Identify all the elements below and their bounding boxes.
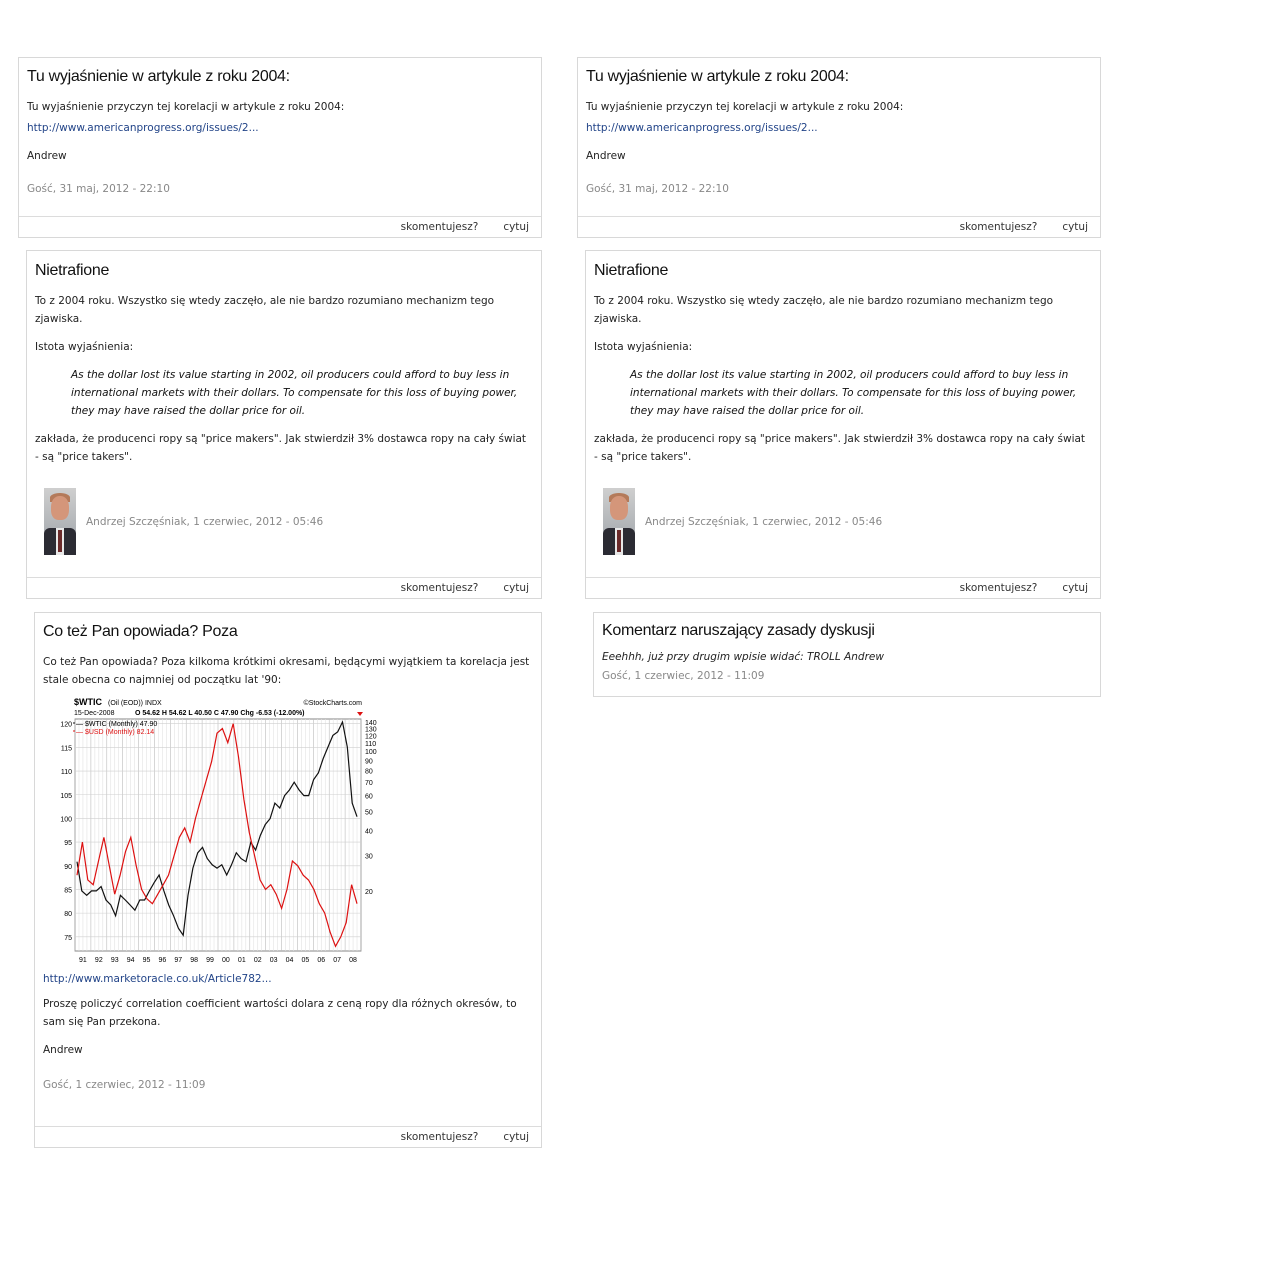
comment-signature: Andrew <box>586 150 626 162</box>
y-tick-label-left: 100 <box>60 816 72 824</box>
quote-link[interactable]: cytuj <box>1062 221 1088 233</box>
quote-link[interactable]: cytuj <box>1062 582 1088 594</box>
y-tick-label-right: 140 <box>365 720 377 728</box>
comment-meta: Andrzej Szczęśniak, 1 czerwiec, 2012 - 05:46 <box>645 515 883 528</box>
comment-paragraph: Istota wyjaśnienia: <box>594 341 693 353</box>
chart-down-marker <box>357 712 363 716</box>
y-tick-label-right: 40 <box>365 828 373 836</box>
comment-card <box>585 250 1101 599</box>
chart-legend-wtic: — $WTIC (Monthly) 47.90 <box>76 721 158 728</box>
reply-link[interactable]: skomentujesz? <box>400 221 479 233</box>
comment-card <box>18 57 542 238</box>
comment-paragraph: zakłada, że producenci ropy są "price makers". Jak stwierdził 3% dostawca ropy na cały świat - są "price takers". <box>35 433 527 463</box>
comment-title: Tu wyjaśnienie w artykule z roku 2004: <box>27 68 290 85</box>
y-tick-label-right: 20 <box>365 888 373 896</box>
y-tick-label-right: 110 <box>365 740 377 748</box>
comment-meta: Andrzej Szczęśniak, 1 czerwiec, 2012 - 05:46 <box>86 515 324 528</box>
chart-grid <box>75 719 361 951</box>
x-tick-label: 07 <box>333 957 342 964</box>
comment-text: Tu wyjaśnienie przyczyn tej korelacji w artykule z roku 2004: <box>586 101 904 113</box>
comment-card <box>34 612 542 1148</box>
y-tick-label-left: 90 <box>64 863 72 871</box>
chart-date: 15-Dec-2008 <box>74 710 115 717</box>
x-tick-label: 91 <box>79 957 87 964</box>
y-tick-label-left: 85 <box>64 887 72 895</box>
quote-link[interactable]: cytuj <box>503 582 529 594</box>
y-tick-label-right: 80 <box>365 768 373 776</box>
x-tick-label: 00 <box>222 957 230 964</box>
quote-link[interactable]: cytuj <box>503 221 529 233</box>
blockquote: As the dollar lost its value starting in 2002, oil producers could afford to buy less in international markets with their dollars. To compensate for this loss of buying power, they may have raised the dollar price for oil. <box>71 369 518 417</box>
chart-legend-usd: — $USD (Monthly) 82.14 <box>76 729 155 736</box>
comment-meta: Gość, 1 czerwiec, 2012 - 11:09 <box>43 1079 206 1091</box>
reply-link[interactable]: skomentujesz? <box>959 582 1038 594</box>
comment-text: Eeehhh, już przy drugim wpisie widać: TROLL Andrew <box>602 651 884 663</box>
x-tick-label: 05 <box>301 957 310 964</box>
x-tick-label: 06 <box>317 957 326 964</box>
author-row <box>35 488 533 555</box>
y-tick-label-left: 105 <box>60 792 72 800</box>
x-tick-label: 92 <box>94 957 103 964</box>
comment-card <box>26 250 542 599</box>
comment-text: Tu wyjaśnienie przyczyn tej korelacji w artykule z roku 2004: <box>27 101 345 113</box>
blockquote: As the dollar lost its value starting in 2002, oil producers could afford to buy less in international markets with their dollars. To compensate for this loss of buying power, they may have raised the dollar price for oil. <box>630 369 1077 417</box>
comment-link[interactable]: http://www.americanprogress.org/issues/2... <box>27 122 259 134</box>
y-tick-label-right: 130 <box>365 726 377 734</box>
y-tick-label-left: 75 <box>64 934 72 942</box>
comment-card <box>593 612 1101 697</box>
oil-vs-usd-chart <box>45 695 375 967</box>
x-tick-label: 01 <box>237 957 246 964</box>
x-tick-label: 97 <box>174 957 183 964</box>
y-tick-label-left: 95 <box>64 840 72 848</box>
chart-source: ©StockCharts.com <box>303 700 362 707</box>
comment-paragraph: zakłada, że producenci ropy są "price makers". Jak stwierdził 3% dostawca ropy na cały świat - są "price takers". <box>594 433 1086 463</box>
chart-title: $WTIC <box>74 697 102 707</box>
comment-title: Nietrafione <box>35 262 110 279</box>
comment-actions <box>27 577 541 598</box>
avatar <box>603 488 635 555</box>
y-tick-label-right: 70 <box>365 780 373 788</box>
y-tick-label-right: 60 <box>365 793 373 801</box>
reply-link[interactable]: skomentujesz? <box>959 221 1038 233</box>
x-tick-label: 04 <box>285 957 294 964</box>
y-tick-label-right: 50 <box>365 809 373 817</box>
comment-link[interactable]: http://www.americanprogress.org/issues/2... <box>586 122 818 134</box>
y-tick-label-right: 30 <box>365 853 373 861</box>
comment-paragraph: Istota wyjaśnienia: <box>35 341 134 353</box>
comment-paragraph: To z 2004 roku. Wszystko się wtedy zaczęło, ale nie bardzo rozumiano mechanizm tego zjawiska. <box>35 295 495 325</box>
quote-link[interactable]: cytuj <box>503 1131 529 1143</box>
x-tick-label: 02 <box>253 957 262 964</box>
chart-title-suffix: (Oil (EOD)) INDX <box>108 700 162 707</box>
comment-actions <box>19 216 541 237</box>
x-tick-label: 93 <box>110 957 119 964</box>
chart <box>43 695 533 967</box>
x-tick-label: 96 <box>158 957 167 964</box>
comment-title: Co też Pan opowiada? Poza <box>43 623 238 640</box>
y-tick-label-right: 100 <box>365 749 377 757</box>
comment-paragraph: Co też Pan opowiada? Poza kilkoma krótkimi okresami, będącymi wyjątkiem ta korelacja jest stale obecna co najmniej od początku lat '90: <box>43 656 530 686</box>
x-tick-label: 95 <box>142 957 151 964</box>
x-tick-label: 99 <box>206 957 214 964</box>
y-tick-label-left: 120 <box>60 721 72 729</box>
comment-card <box>577 57 1101 238</box>
x-tick-label: 94 <box>126 957 135 964</box>
comment-meta: Gość, 31 maj, 2012 - 22:10 <box>27 183 170 195</box>
comment-actions <box>586 577 1100 598</box>
comment-signature: Andrew <box>43 1044 83 1056</box>
y-tick-label-right: 120 <box>365 733 377 741</box>
comment-title: Tu wyjaśnienie w artykule z roku 2004: <box>586 68 849 85</box>
comment-link[interactable]: http://www.marketoracle.co.uk/Article782... <box>43 973 272 985</box>
author-row <box>594 488 1092 555</box>
comment-meta: Gość, 31 maj, 2012 - 22:10 <box>586 183 729 195</box>
comment-paragraph: Proszę policzyć correlation coefficient wartości dolara z ceną ropy dla różnych okresów, to sam się Pan przekona. <box>43 998 517 1028</box>
comment-signature: Andrew <box>27 150 67 162</box>
y-tick-label-right: 90 <box>365 758 373 766</box>
comment-paragraph: To z 2004 roku. Wszystko się wtedy zaczęło, ale nie bardzo rozumiano mechanizm tego zjawiska. <box>594 295 1054 325</box>
comment-title: Komentarz naruszający zasady dyskusji <box>602 622 875 639</box>
comment-title: Nietrafione <box>594 262 669 279</box>
reply-link[interactable]: skomentujesz? <box>400 1131 479 1143</box>
y-tick-label-left: 115 <box>60 745 72 753</box>
x-tick-label: 03 <box>269 957 278 964</box>
y-tick-label-left: 80 <box>64 911 72 919</box>
comment-actions <box>35 1126 541 1147</box>
y-tick-label-left: 110 <box>60 769 72 777</box>
x-tick-label: 08 <box>349 957 357 964</box>
reply-link[interactable]: skomentujesz? <box>400 582 479 594</box>
comment-actions <box>578 216 1100 237</box>
comment-meta: Gość, 1 czerwiec, 2012 - 11:09 <box>602 670 765 682</box>
avatar <box>44 488 76 555</box>
chart-ohlc: O 54.62 H 54.62 L 40.50 C 47.90 Chg -6.53 (-12.00%) <box>135 710 305 717</box>
x-tick-label: 98 <box>190 957 199 964</box>
